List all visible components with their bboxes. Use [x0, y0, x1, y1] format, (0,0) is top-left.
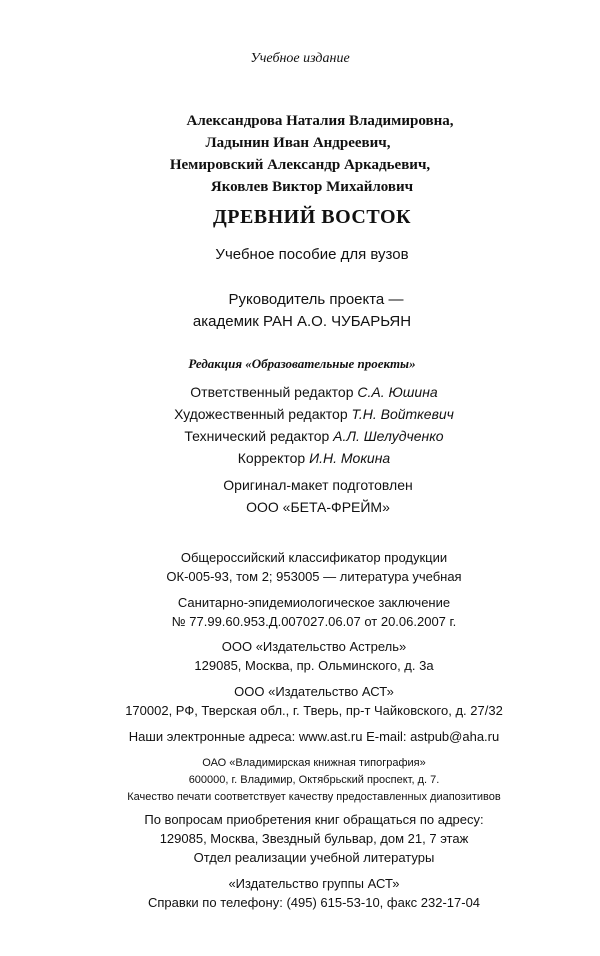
book-subtitle: Учебное пособие для вузов [215, 246, 409, 263]
staff-row [14, 385, 600, 399]
publisher-astrel-name: ООО «Издательство Астрель» [221, 639, 407, 654]
electronic-addresses: Наши электронные адреса: www.ast.ru E-mail: astpub@aha.ru [128, 729, 500, 744]
purchase-line-3: Отдел реализации учебной литературы [193, 850, 435, 865]
staff-role: Технический редактор [184, 428, 330, 444]
author-3: Немировский Александр Аркадьевич, [169, 157, 431, 173]
staff-name: И.Н. Мокина [309, 450, 391, 466]
author-2: Ладынин Иван Андреевич, [205, 135, 391, 151]
publisher-ast-address: 170002, РФ, Тверская обл., г. Тверь, пр-т Чайковского, д. 27/32 [125, 703, 503, 718]
staff-role: Корректор [237, 450, 306, 466]
author-1: Александрова Наталия Владимировна, [186, 113, 454, 129]
staff-name: А.Л. Шелудченко [333, 428, 444, 444]
publishing-group-name: «Издательство группы АСТ» [228, 876, 400, 891]
staff-row [14, 429, 600, 443]
book-title: ДРЕВНИЙ ВОСТОК [212, 206, 412, 228]
staff-row [14, 451, 600, 465]
editorial-department: Редакция «Образовательные проекты» [188, 356, 416, 371]
classifier-line-2: ОК-005-93, том 2; 953005 — литература учебная [166, 569, 462, 584]
purchase-line-2: 129085, Москва, Звездный бульвар, дом 21, 7 этаж [159, 831, 469, 846]
project-lead-line-1: Руководитель проекта — [228, 291, 404, 308]
printer-address: 600000, г. Владимир, Октябрьский проспект, д. 7. [188, 774, 440, 786]
staff-row [14, 407, 600, 421]
classifier-line-1: Общероссийский классификатор продукции [180, 550, 448, 565]
staff-role: Ответственный редактор [190, 384, 354, 400]
staff-name: С.А. Юшина [357, 384, 438, 400]
author-4: Яковлев Виктор Михайлович [210, 179, 414, 195]
edition-type: Учебное издание [250, 51, 350, 66]
print-quality-note: Качество печати соответствует качеству предоставленных диапозитивов [127, 791, 501, 803]
layout-line-2: ООО «БЕТА-ФРЕЙМ» [246, 499, 390, 515]
staff-role: Художественный редактор [174, 406, 348, 422]
purchase-line-1: По вопросам приобретения книг обращаться по адресу: [144, 812, 484, 827]
staff-name: Т.Н. Войткевич [351, 406, 454, 422]
publisher-ast-name: ООО «Издательство АСТ» [234, 684, 394, 699]
project-lead-line-2: академик РАН А.О. ЧУБАРЬЯН [192, 313, 412, 330]
printer-name: ОАО «Владимирская книжная типография» [202, 757, 426, 769]
layout-line-1: Оригинал-макет подготовлен [223, 477, 413, 493]
sanitary-line-2: № 77.99.60.953.Д.007027.06.07 от 20.06.2007 г. [171, 614, 457, 629]
publisher-astrel-address: 129085, Москва, пр. Ольминского, д. 3а [194, 658, 434, 673]
phone-line: Справки по телефону: (495) 615-53-10, факс 232-17-04 [147, 895, 481, 910]
sanitary-line-1: Санитарно-эпидемиологическое заключение [177, 595, 451, 610]
